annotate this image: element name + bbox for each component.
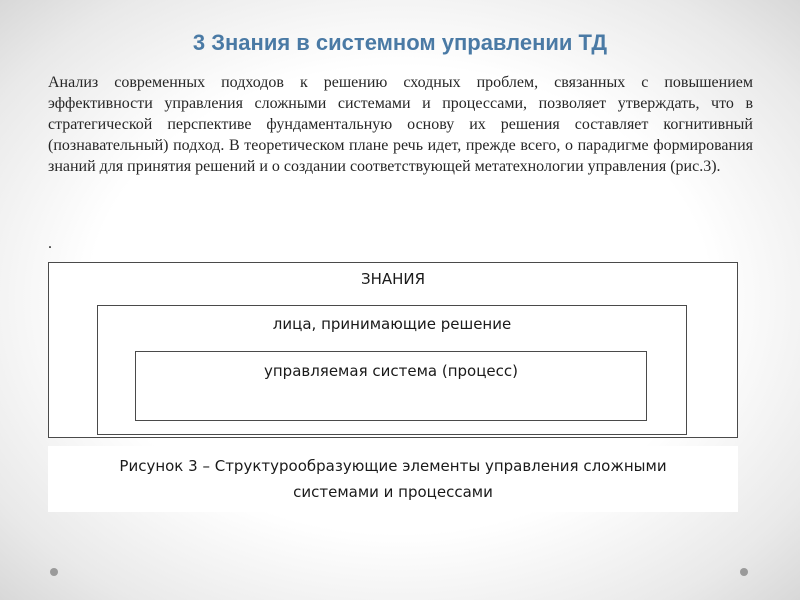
middle-box-label: лица, принимающие решение xyxy=(272,315,512,333)
slide-title: 3 Знания в системном управлении ТД xyxy=(192,30,608,55)
body-paragraph: Анализ современных подходов к решению сходных проблем, связанных с повышением эффективности управления сложными системами и процессами, позволяет утверждать, что в стратегической перспективе фундаментальную основу их решения составляет когнитивный (познавательный) подход. В теоретическом плане речь идет, прежде всего, о парадигме формирования знаний для принятия решений и о создании соответствующей метатехнологии управления (рис.3). xyxy=(48,74,753,175)
caption-line-2: системами и процессами xyxy=(293,483,493,501)
inner-box-label: управляемая система (процесс) xyxy=(263,362,518,380)
right-corner-dot xyxy=(740,568,748,576)
figure-diagram xyxy=(48,262,738,438)
caption-line-1: Рисунок 3 – Структурообразующие элементы управления сложными xyxy=(119,457,667,475)
inner-box xyxy=(135,351,647,421)
stray-dot: . xyxy=(48,235,52,252)
middle-box xyxy=(97,305,687,435)
figure-caption xyxy=(48,446,738,512)
outer-box-label: ЗНАНИЯ xyxy=(360,270,426,288)
left-corner-dot xyxy=(50,568,58,576)
